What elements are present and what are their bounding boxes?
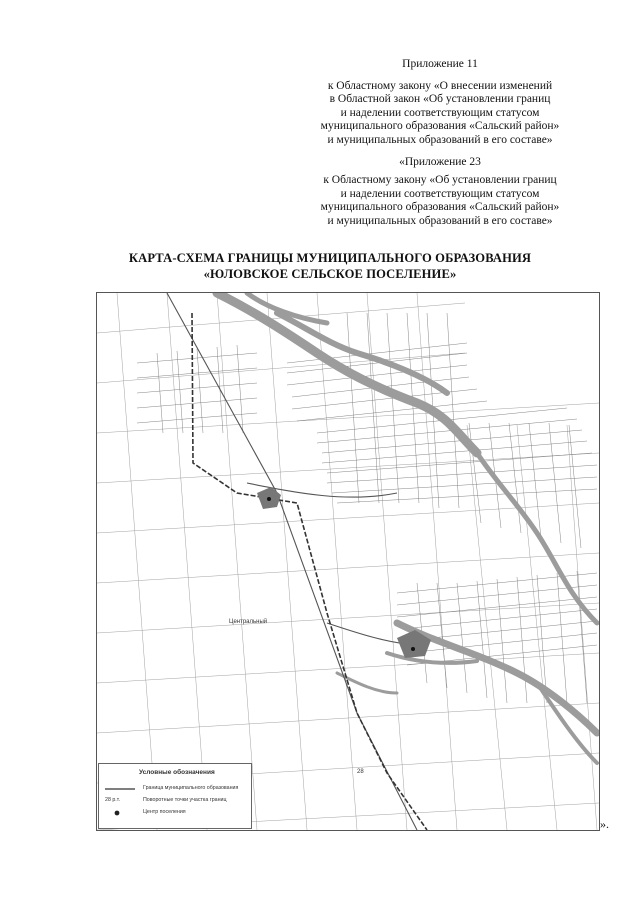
closing-mark: ». — [600, 817, 609, 831]
amendment-line: и муниципальных образований в его составе» — [327, 133, 553, 146]
settlements — [257, 487, 431, 658]
boundary-line-icon — [105, 784, 135, 794]
legend-title: Условные обозначения — [139, 769, 215, 776]
settlement-center — [267, 497, 271, 501]
legend-row-turning-point — [105, 796, 249, 806]
law-reference — [290, 156, 590, 229]
law-line: и муниципальных образований в его составе» — [327, 214, 553, 227]
blank-area — [465, 293, 599, 425]
place-label: 28 — [357, 769, 364, 775]
law-line: и наделении соответствующим статусом — [340, 187, 540, 200]
map-title — [60, 250, 600, 282]
legend-label: Центр поселения — [143, 809, 186, 815]
place-label: Центральный — [229, 619, 268, 625]
turning-point-icon: 28 р.т. — [105, 797, 121, 803]
map-canvas — [97, 293, 599, 830]
roads — [167, 293, 417, 830]
law-line: муниципального образования «Сальский район» — [320, 201, 560, 214]
amendment-line: к Областному закону «О внесении изменений — [327, 79, 553, 92]
settlement-dot-icon — [105, 808, 135, 818]
map-title-line: КАРТА-СХЕМА ГРАНИЦЫ МУНИЦИПАЛЬНОГО ОБРАЗОВАНИЯ — [128, 251, 532, 265]
amendment-line: в Областной закон «Об установлении границ — [329, 93, 551, 106]
appendix-number: Приложение 11 — [402, 58, 478, 70]
legend-row-boundary — [105, 784, 249, 794]
law-line: к Областному закону «Об установлении границ — [323, 174, 557, 187]
map-legend — [98, 763, 252, 829]
document-header — [290, 58, 590, 237]
amendment-line: муниципального образования «Сальский район» — [320, 120, 560, 133]
legend-label: Поворотные точки участка границ — [143, 797, 227, 803]
map-frame — [96, 292, 600, 831]
map-title-line: «ЮЛОВСКОЕ СЕЛЬСКОЕ ПОСЕЛЕНИЕ» — [203, 267, 457, 281]
appendix-23: «Приложение 23 — [399, 155, 481, 168]
settlement-center — [411, 647, 415, 651]
legend-row-settlement — [105, 808, 249, 818]
legend-label: Граница муниципального образования — [143, 785, 239, 791]
amendment-reference — [290, 80, 590, 148]
amendment-line: и наделении соответствующим статусом — [340, 106, 540, 119]
